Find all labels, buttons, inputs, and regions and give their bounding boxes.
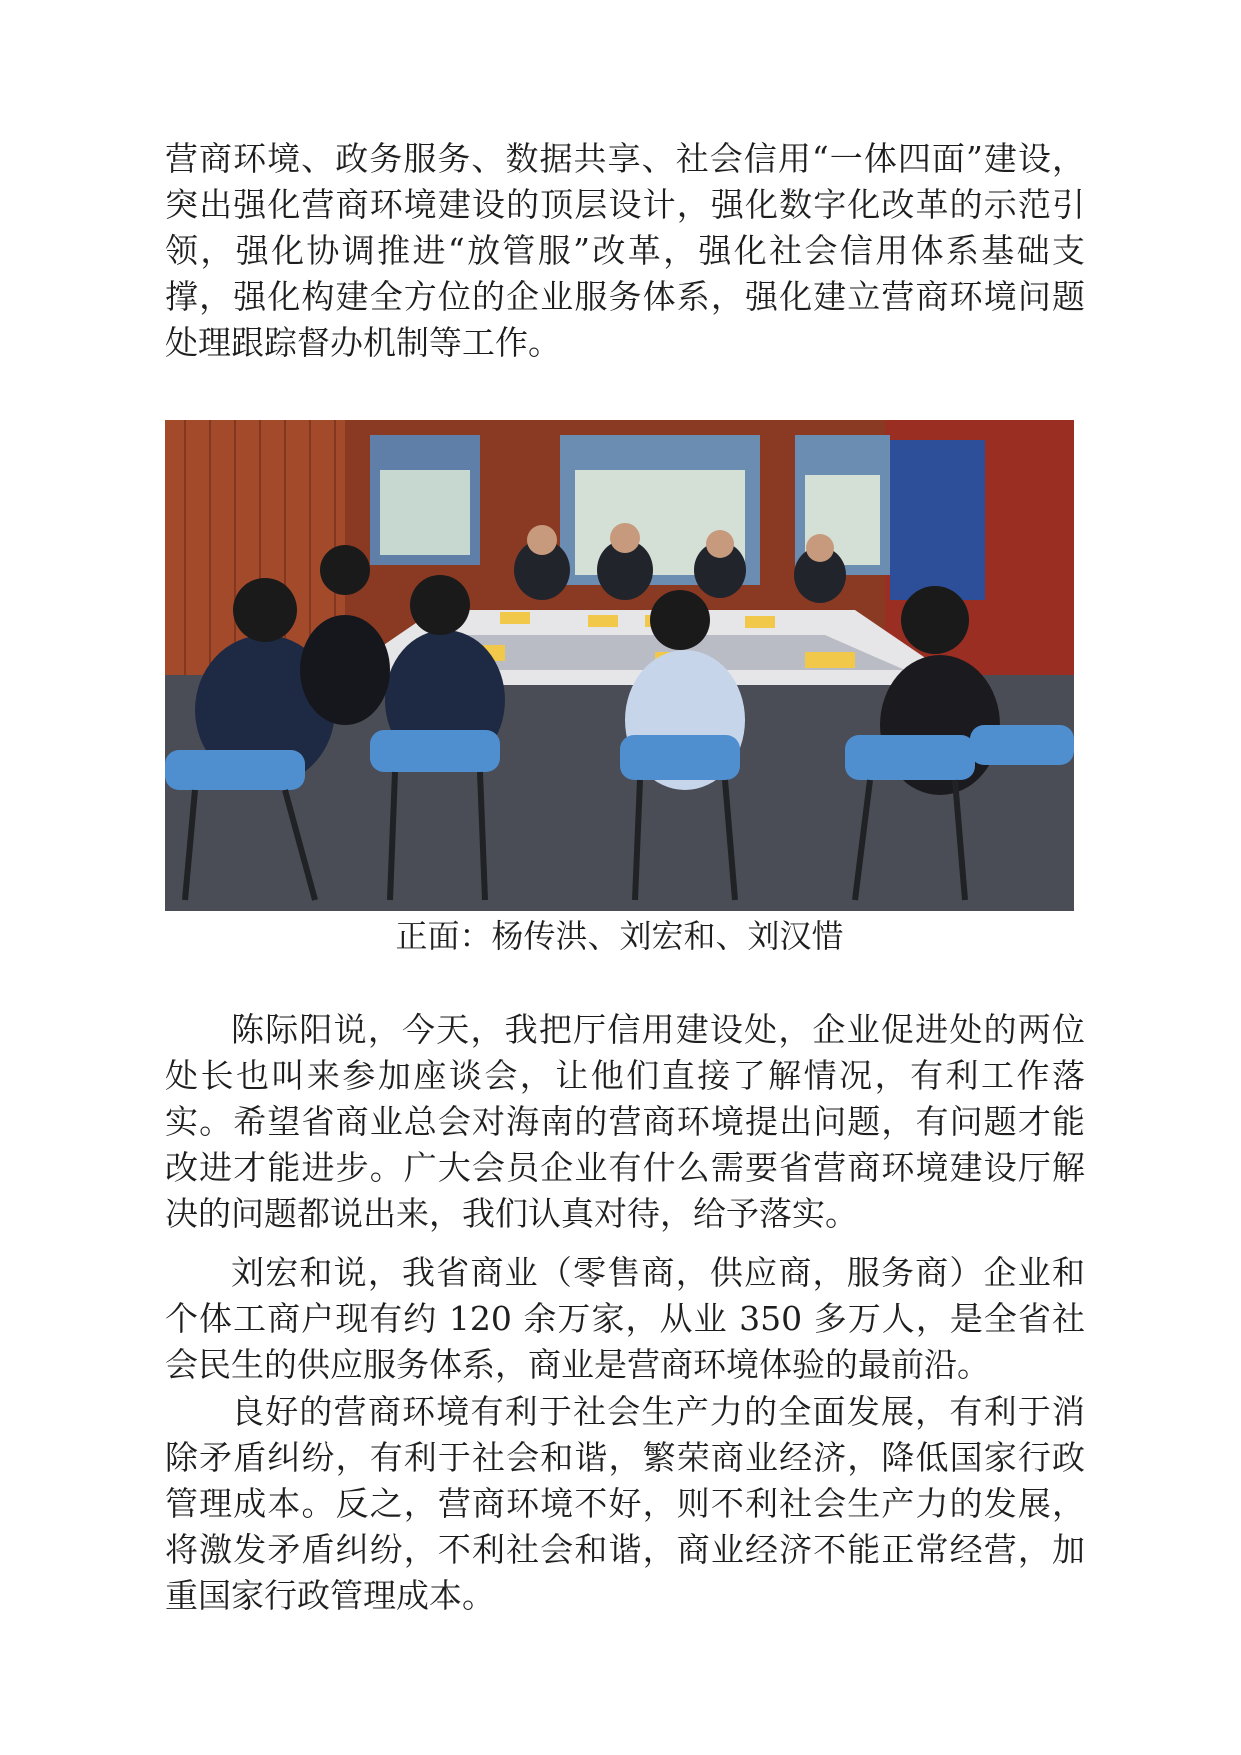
photo-caption: 正面：杨传洪、刘宏和、刘汉惜	[395, 917, 844, 955]
paragraph-liu: 刘宏和说，我省商业（零售商，供应商，服务商）企业和个体工商户现有约 120 余万家，从业 350 多万人，是全省社会民生的供应服务体系，商业是营商环境体验的最前沿。	[165, 1253, 1085, 1384]
meeting-photo	[165, 420, 1074, 911]
paragraph-chen: 陈际阳说，今天，我把厅信用建设处，企业促进处的两位处长也叫来参加座谈会，让他们直接了解情况，有利工作落实。希望省商业总会对海南的营商环境提出问题，有问题才能改进才能进步。广大会员企业有什么需要省营商环境建设厅解决的问题都说出来，我们认真对待，给予落实。	[165, 1010, 1085, 1233]
paragraph-environment: 良好的营商环境有利于社会生产力的全面发展，有利于消除矛盾纠纷，有利于社会和谐，繁荣商业经济，降低国家行政管理成本。反之，营商环境不好，则不利社会生产力的发展，将激发矛盾纠纷，不利社会和谐，商业经济不能正常经营，加重国家行政管理成本。	[165, 1392, 1085, 1615]
intro-paragraph: 营商环境、政务服务、数据共享、社会信用“一体四面”建设，突出强化营商环境建设的顶层设计，强化数字化改革的示范引领，强化协调推进“放管服”改革，强化社会信用体系基础支撑，强化构建全方位的企业服务体系，强化建立营商环境问题处理跟踪督办机制等工作。	[165, 139, 1085, 362]
